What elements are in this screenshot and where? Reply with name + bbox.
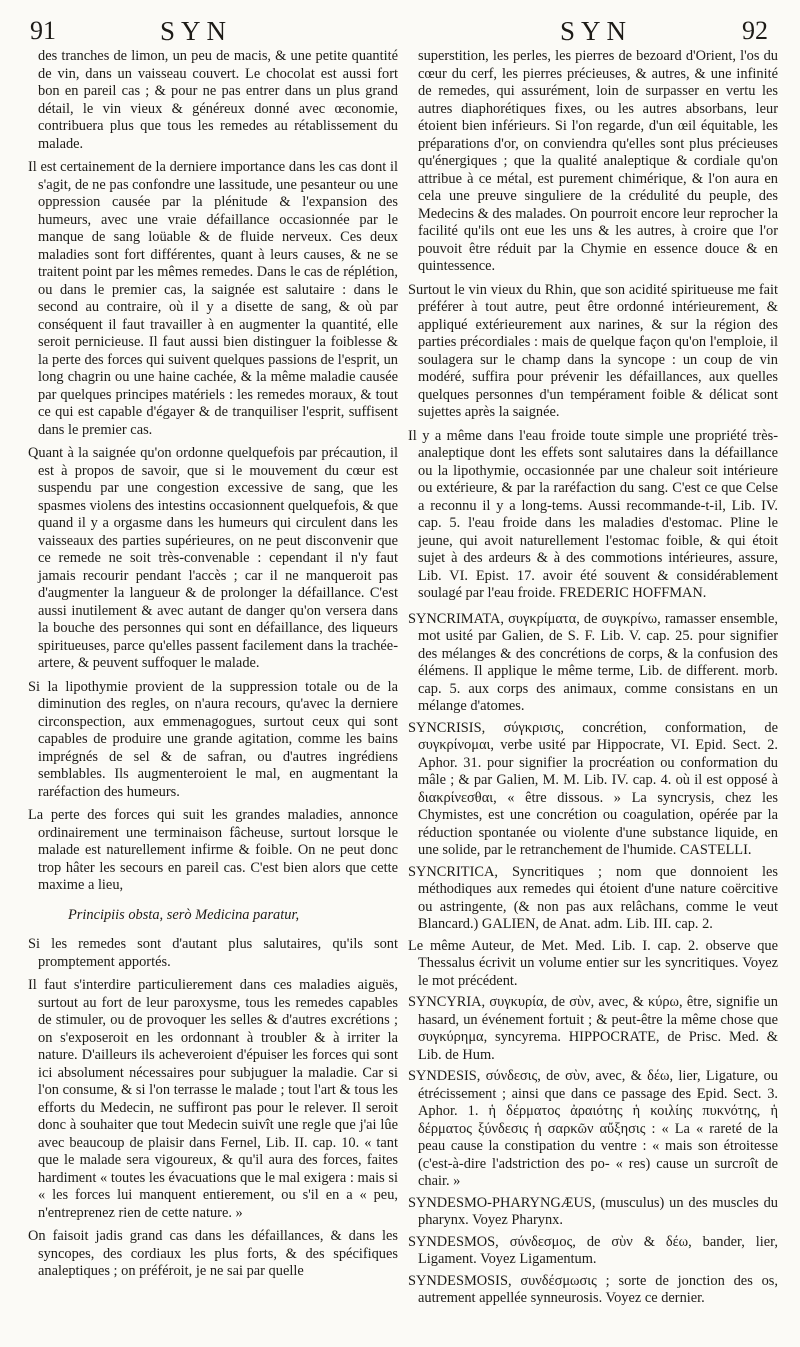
dictionary-entry-syndesmo-pharyngaeus: SYNDESMO-PHARYNGÆUS, (musculus) un des muscles du pharynx. Voyez Pharynx. [408, 1194, 778, 1228]
dictionary-entry-syndesis: SYNDESIS, σύνδεσις, de σὺν, avec, & δέω, lier, Ligature, ou étrécissement ; ainsi que dans ce passage des Epid. Sect. 3. Aphor. 1. ἡ δέρματος ἀραιότης ἡ κοιλίης πυκνότης, ἡ δέρματος ξύνδεσις ἡ σαρκῶν αὔξησις : « La « rareté de la peau cause la constipation du ventre : « mais son étroitesse (c'est-à-dire l'adstriction des po- « res) cause un surcroît de chair. » [408, 1068, 778, 1189]
paragraph: La perte des forces qui suit les grandes maladies, annonce ordinairement une terminaison fâcheuse, surtout lorsque le malade est naturellement infirme & foible. On ne peut donc trop hâter les secours en pareil cas. C'est bien alors que cette maxime a lieu, [28, 807, 398, 893]
paragraph: superstition, les perles, les pierres de bezoard d'Orient, l'os du cœur du cerf, les pierres précieuses, & autres, & une infinité de remedes, qui assurément, loin de surpasser en vertu les autres diaphorétiques fixes, ou les autres absorbans, leur étoient bien inférieurs. Si l'on regarde, d'un œil équitable, les préparations d'or, on conviendra qu'elles sont plus précieuses qu'énergiques ; que la qualité analeptique & cordiale qu'on attribue à ce métal, est purement chimérique, & l'on aura en cela une preuve singuliere de la crédulité du peuple, des Medecins & des malades. On pourroit encore leur reprocher la facilité qu'ils ont eue les uns & les autres, à croire que l'or pouvoit être réduit par la Chymie en essence douce & en quintessence. [418, 48, 778, 274]
running-header [0, 6, 800, 52]
running-headword-right: SYN [560, 16, 633, 46]
paragraph: Il est certainement de la derniere importance dans les cas dont il s'agit, de ne pas confondre une lassitude, une pesanteur ou une oppression causée par la plénitude & l'expansion des humeurs, avec une vraie défaillance occasionnée par le manque de sang loüable & de fluide nerveux. Ces deux maladies sont fort différentes, quant à leurs causes, & ne se traitent point par les mêmes remedes. Dans le cas de réplétion, ou dans le premier cas, la saignée est salutaire : dans le second au contraire, où il y a disette de sang, & où par conséquent il faut travailler à en augmenter la quantité, elle seroit pernicieuse. Il faut aussi bien distinguer la foiblesse & la perte des forces qui suivent quelques passions de l'esprit, un long chagrin ou une haine cachée, & la même maladie causée par quelques principes matériels : les remedes moraux, & tout ce qui est capable d'égayer & de tranquiliser l'esprit, suffisent dans le premier cas. [28, 159, 398, 438]
paragraph: Il y a même dans l'eau froide toute simple une propriété très-analeptique dont les effets sont salutaires dans la défaillance ou la lipothymie, occasionnée par une chaleur soit intérieure ou extérieure, & par la raréfaction du sang. C'est ce que Celse a reconnu il y a long-tems. Aussi recommande-t-il, Lib. IV. cap. 5. l'eau froide dans les maladies d'estomac. Pline le jeune, qui avoit naturellement l'estomac foible, & qui étoit sujet à des ardeurs & à des commotions intérieures, assure, Lib. VI. Epist. 17. avoir été souvent & considérablement soulagé par l'eau froide. FREDERIC HOFFMAN. [408, 427, 778, 601]
dictionary-entry-syndesmos: SYNDESMOS, σύνδεσμος, de σὺν & δέω, bander, lier, Ligament. Voyez Ligamentum. [408, 1233, 778, 1267]
dictionary-entry-syncrimata: SYNCRIMATA, συγκρίματα, de συγκρίνω, ramasser ensemble, mot usité par Galien, de S. F. Lib. V. cap. 25. pour signifier des mélanges & des concrétions de corps, & la confusion des élémens. Il applique le même terme, Lib. de different. morb. cap. 5. aux corps des animaux, comme consistans en un mélange d'atomes. [408, 610, 778, 714]
paragraph: On faisoit jadis grand cas dans les défaillances, & dans les syncopes, des cordiaux les plus forts, & des spécifiques analeptiques ; on préféroit, je ne sai par quelle [28, 1228, 398, 1279]
dictionary-entry-syncritica-note: Le même Auteur, de Met. Med. Lib. I. cap. 2. observe que Thessalus écrivit un volume entier sur les syncritiques. Voyez le mot précédent. [408, 937, 778, 989]
running-headword-left: SYN [160, 16, 233, 46]
dictionary-entry-syndesmosis: SYNDESMOSIS, συνδέσμωσις ; sorte de jonction des os, autrement appellée synneurosis. Voyez ce dernier. [408, 1272, 778, 1306]
right-column [408, 48, 778, 1312]
dictionary-entry-syncyria: SYNCYRIA, συγκυρία, de σὺν, avec, & κύρω, être, signifie un hasard, un événement fortuit ; & peut-être la même chose que συγκύρημα, syncyrema. HIPPOCRATE, de Prisc. Med. & Lib. de Hum. [408, 994, 778, 1063]
paragraph: Il faut s'interdire particulierement dans ces maladies aiguës, surtout au fort de leur paroxysme, tous les remedes capables de stimuler, ou de provoquer les selles & d'autres excrétions ; on s'exposeroit en les ordonnant à troubler & à irriter la nature. D'ailleurs ils acheveroient d'épuiser les forces qui sont ici absolument nécessaires pour subjuguer la maladie. Car si l'on consume, & si l'on terrasse le malade ; tout l'art & tous les efforts du Medecin, ne suffiront pas pour le relever. Il seroit donc à souhaiter que tout Medecin suivît une regle que j'ai lûe avec beaucoup de plaisir dans Fernel, Lib. II. cap. 10. « tant que le malade sera vigoureux, & qu'il aura des forces, faites hardiment « toutes les évacuations que le mal exigera : mais si « les forces lui manquent entierement, ou s'il en a « peu, n'entreprenez rien de cette nature. » [28, 977, 398, 1221]
page-number-left: 91 [30, 16, 56, 45]
dictionary-entry-syncrisis: SYNCRISIS, σύγκρισις, concrétion, conformation, de συγκρίνομαι, verbe usité par Hippocrate, VI. Epid. Sect. 2. Aphor. 31. pour signifier la procréation ou conformation du mâle ; & par Galien, M. M. Lib. IV. cap. 4. où il est opposé à διακρίνεσθαι, « être dissous. » La syncrysis, chez les Chymistes, est une concrétion ou coagulation, opérée par la réduction spontanée ou violente d'une substance liquide, en une solide, par le retranchement de l'humide. CASTELLI. [408, 719, 778, 858]
paragraph: Surtout le vin vieux du Rhin, que son acidité spiritueuse me fait préférer à tout autre, peut être ordonné intérieurement, & appliqué extérieurement aux narines, & sur la région des parties précordiales : mais de quelque façon qu'on l'emploie, il soulagera sur le champ dans la syncope : un coup de vin modéré, suffira pour prévenir les défaillances, aux quelles quelques personnes d'un tempérament foible & délicat sont sujettes après la saignée. [408, 281, 778, 420]
page-number-right: 92 [742, 16, 768, 45]
paragraph: Si la lipothymie provient de la suppression totale ou de la diminution des regles, on n'aura recours, qu'avec la derniere circonspection, aux emmenagogues, surtout ceux qui sont capables de produire une grande agitation, comme les bains imprégnés de sel & de safran, ou d'autres ingrédiens semblables. Ils augmenteroient le mal, en augmentant la raréfaction des humeurs. [28, 678, 398, 800]
paragraph: Quant à la saignée qu'on ordonne quelquefois par précaution, il est à propos de savoir, que si le mouvement du cœur est suspendu par une congestion excessive de sang, que les spasmes violens des intestins occasionnent quelquefois, & que quand il y a orgasme dans les humeurs qui circulent dans les vaisseaux des parties supérieures, on ne peut disconvenir que ce remede ne soit très-convenable : cependant il n'y faut jamais recourir pendant l'accès ; car il ne manqueroit pas d'augmenter la langueur & de prolonger la défaillance. C'est aussi inutilement & avec autant de danger qu'on versera dans la bouche des personnes qui sont en défaillance, des liqueurs spiritueuses, parce qu'elles passent facilement dans la trachée-artere, & peuvent suffoquer le malade. [28, 445, 398, 671]
paragraph: Si les remedes sont d'autant plus salutaires, qu'ils sont promptement apportés. [28, 936, 398, 970]
latin-maxim: Principiis obsta, serò Medicina paratur, [68, 906, 300, 923]
dictionary-entry-syncritica: SYNCRITICA, Syncritiques ; nom que donnoient les méthodiques aux remedes qui étoient d'une nature coërcitive ou astringente, (& non pas aux relâchans, comme le veut Blancard.) GALIEN, de Anat. adm. Lib. III. cap. 2. [408, 863, 778, 932]
left-column [28, 48, 398, 1287]
paragraph: des tranches de limon, un peu de macis, & une petite quantité de vin, dans un vaisseau couvert. Le chocolat est aussi fort bon en pareil cas ; & pour ne pas entrer dans un plus grand détail, le vin vieux & généreux donné avec œconomie, contribuera plus que tous les remedes au rétablissement du malade. [38, 48, 398, 152]
